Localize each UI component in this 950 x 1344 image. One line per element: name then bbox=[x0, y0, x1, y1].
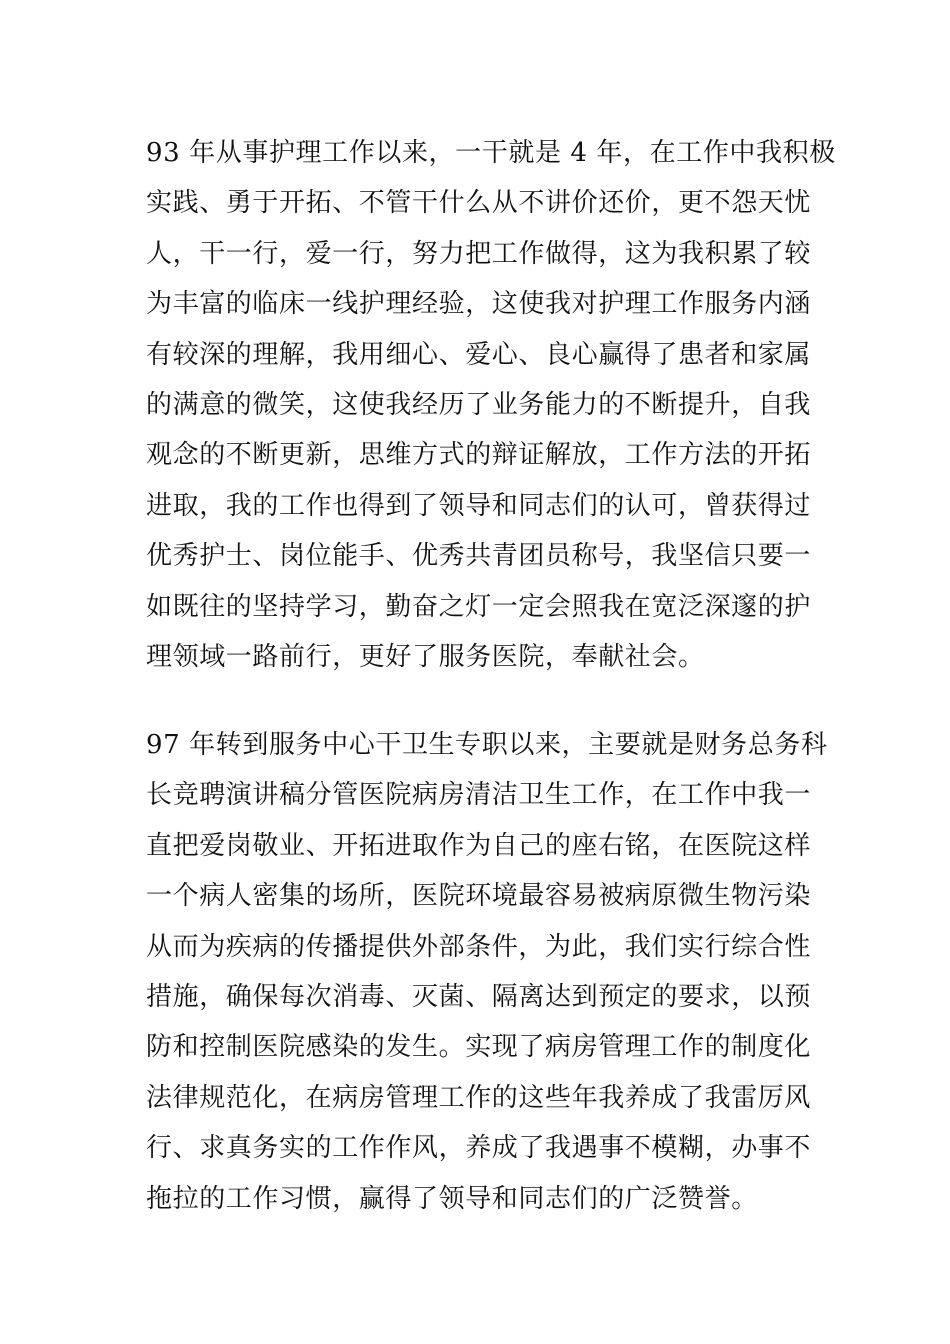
paragraph-line: 优秀护士、岗位能手、优秀共青团员称号，我坚信只要一 bbox=[146, 541, 812, 572]
paragraph-line: 为丰富的临床一线护理经验，这使我对护理工作服务内涵 bbox=[146, 289, 812, 320]
paragraph-line: 如既往的坚持学习，勤奋之灯一定会照我在宽泛深邃的护 bbox=[146, 591, 812, 622]
paragraph-line: 观念的不断更新，思维方式的辩证解放，工作方法的开拓 bbox=[146, 440, 812, 471]
paragraph-line: 97 年转到服务中心干卫生专职以来，主要就是财务总务科 bbox=[146, 730, 828, 760]
paragraph-line: 人，干一行，爱一行，努力把工作做得，这为我积累了较 bbox=[146, 238, 812, 269]
paragraph-line: 理领域一路前行，更好了服务医院，奉献社会。 bbox=[146, 641, 705, 672]
paragraph-line: 防和控制医院感染的发生。实现了病房管理工作的制度化 bbox=[146, 1032, 812, 1063]
paragraph-line: 一个病人密集的场所，医院环境最容易被病原微生物污染 bbox=[146, 881, 812, 912]
paragraph-2 bbox=[146, 720, 828, 1224]
paragraph-line: 法律规范化，在病房管理工作的这些年我养成了我雷厉风 bbox=[146, 1082, 812, 1113]
paragraph-1 bbox=[146, 128, 836, 682]
paragraph-line: 从而为疾病的传播提供外部条件，为此，我们实行综合性 bbox=[146, 931, 812, 962]
paragraph-line: 直把爱岗敬业、开拓进取作为自己的座右铭，在医院这样 bbox=[146, 830, 812, 861]
paragraph-line: 长竞聘演讲稿分管医院病房清洁卫生工作，在工作中我一 bbox=[146, 780, 812, 811]
paragraph-line: 进取，我的工作也得到了领导和同志们的认可，曾获得过 bbox=[146, 490, 812, 521]
paragraph-line: 拖拉的工作习惯，赢得了领导和同志们的广泛赞誉。 bbox=[146, 1183, 758, 1214]
paragraph-line: 有较深的理解，我用细心、爱心、良心赢得了患者和家属 bbox=[146, 339, 812, 370]
paragraph-line: 93 年从事护理工作以来，一干就是 4 年，在工作中我积极 bbox=[146, 138, 836, 168]
paragraph-line: 措施，确保每次消毒、灭菌、隔离达到预定的要求，以预 bbox=[146, 981, 812, 1012]
paragraph-line: 行、求真务实的工作作风，养成了我遇事不模糊，办事不 bbox=[146, 1133, 812, 1164]
paragraph-line: 实践、勇于开拓、不管干什么从不讲价还价，更不怨天忧 bbox=[146, 188, 812, 219]
paragraph-line: 的满意的微笑，这使我经历了业务能力的不断提升，自我 bbox=[146, 389, 812, 420]
